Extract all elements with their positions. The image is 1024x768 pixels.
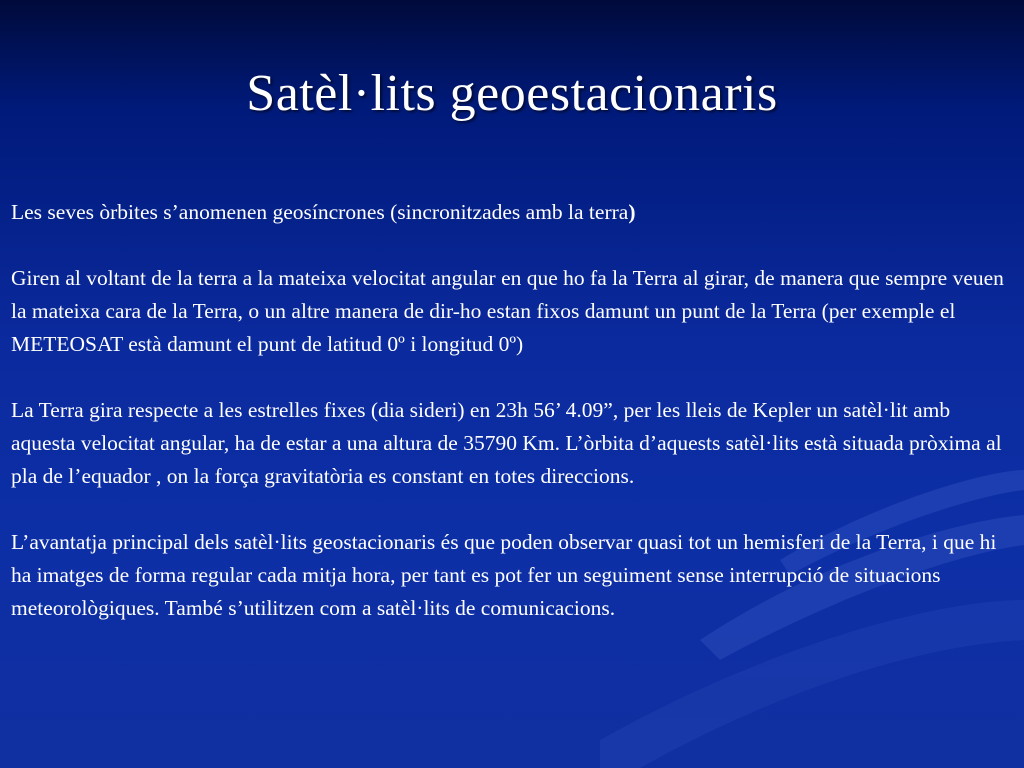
paragraph-rotation: Giren al voltant de la terra a la mateixa velocitat angular en que ho fa la Terra al girar, de manera que sempre veuen la mateixa cara de la Terra, o un altre manera de dir-ho estan fixos damunt un punt de la Terra (per exemple el METEOSAT està damunt el punt de latitud 0º i longitud 0º) [11, 266, 1004, 356]
paragraph-geosynchronous-text: Les seves òrbites s’anomenen geosíncrones (sincronitzades amb la terra [11, 200, 629, 224]
paragraph-geosynchronous [11, 196, 1016, 229]
paragraph-advantages: L’avantatja principal dels satèl·lits geostacionaris és que poden observar quasi tot un hemisferi de la Terra, i que hi ha imatges de forma regular cada mitja hora, per tant es pot fer un seguiment sense interrupció de situacions meteorològiques. També s’utilitzen com a satèl·lits de comunicacions. [11, 530, 997, 620]
paragraph-kepler: La Terra gira respecte a les estrelles fixes (dia sideri) en 23h 56’ 4.09”, per les lleis de Kepler un satèl·lit amb aquesta velocitat angular, ha de estar a una altura de 35790 Km. L’òrbita d’aquests satèl·lits està situada pròxima al pla de l’equador , on la força gravitatòria es constant en totes direccions. [11, 398, 1002, 488]
closing-parenthesis: ) [628, 200, 636, 224]
slide-body [11, 196, 1016, 625]
slide-title: Satèl·lits geoestacionaris [246, 65, 778, 122]
